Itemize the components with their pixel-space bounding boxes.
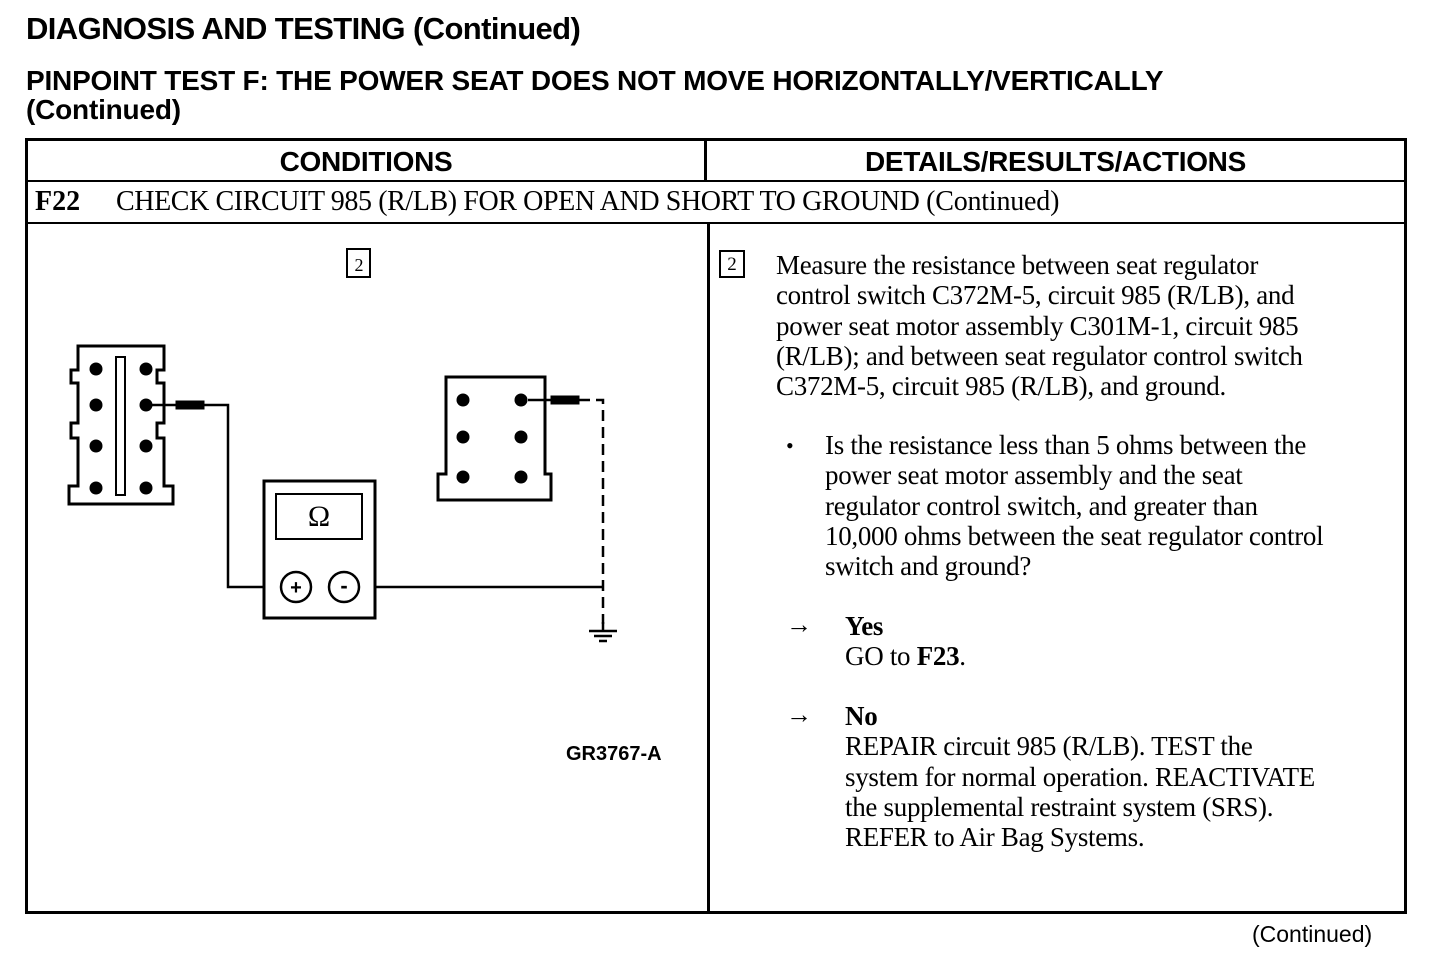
measure-instruction	[776, 250, 1303, 401]
figure-code: GR3767-A	[566, 743, 662, 765]
ground-jumper-dashed	[579, 400, 603, 624]
test-title-line-1: PINPOINT TEST F: THE POWER SEAT DOES NOT MOVE HORIZONTALLY/VERTICALLY	[26, 65, 1164, 96]
yes-arrow-icon: →	[786, 610, 812, 639]
yes-action-suffix: .	[959, 641, 966, 672]
step-id: F22	[35, 186, 81, 217]
step-title-suffix: (Continued)	[926, 186, 1060, 217]
circuit-diagram	[28, 224, 707, 911]
question-line-5: switch and ground?	[825, 551, 1032, 582]
yes-result	[845, 611, 966, 672]
no-action-line-4: REFER to Air Bag Systems.	[845, 822, 1145, 853]
question-line-2: power seat motor assembly and the seat	[825, 460, 1243, 491]
motor-probe-tip	[551, 396, 579, 404]
page-heading: DIAGNOSIS AND TESTING (Continued)	[26, 11, 581, 46]
instruction-line-1: Measure the resistance between seat regulator	[776, 250, 1259, 280]
minus-terminal-label: -	[340, 573, 348, 598]
wiring-diagram-svg	[28, 224, 707, 911]
pinpoint-test-table	[25, 138, 1407, 914]
details-step-box: 2	[719, 250, 745, 278]
instruction-line-2: control switch C372M-5, circuit 985 (R/LB), and	[776, 280, 1295, 311]
conditions-column-header: CONDITIONS	[28, 141, 707, 182]
motor-connector-pins	[457, 394, 528, 484]
instruction-line-3: power seat motor assembly C301M-1, circuit 985	[776, 310, 1299, 341]
question-bullet: •	[786, 433, 794, 458]
details-results-actions	[710, 224, 1404, 911]
step-header-row	[28, 182, 1404, 224]
yes-label: Yes	[845, 611, 884, 641]
resistance-question	[825, 430, 1323, 581]
no-action-line-3: the supplemental restraint system (SRS).	[845, 791, 1274, 822]
no-label: No	[845, 701, 878, 731]
no-result	[845, 701, 1315, 852]
switch-connector-pins	[90, 363, 153, 495]
plus-terminal-label: +	[290, 577, 302, 599]
test-title	[26, 66, 1163, 124]
switch-probe-tip	[176, 401, 204, 409]
yes-action	[845, 641, 966, 671]
details-column-header: DETAILS/RESULTS/ACTIONS	[707, 141, 1404, 182]
no-action-line-1: REPAIR circuit 985 (R/LB). TEST the	[845, 731, 1253, 762]
instruction-line-5: C372M-5, circuit 985 (R/LB), and ground.	[776, 371, 1226, 402]
question-line-3: regulator control switch, and greater than	[825, 490, 1258, 521]
yes-action-prefix: GO to	[845, 641, 917, 672]
yes-action-target: F23	[916, 641, 960, 672]
ground-symbol	[589, 622, 617, 641]
continued-footer: (Continued)	[1252, 921, 1373, 947]
question-line-1: Is the resistance less than 5 ohms between the	[825, 430, 1307, 460]
ohm-symbol: Ω	[307, 500, 331, 533]
instruction-line-4: (R/LB); and between seat regulator control switch	[776, 340, 1303, 371]
positive-lead-wire	[204, 405, 264, 587]
step-title	[116, 182, 1059, 222]
diagram-step-number: 2	[354, 255, 364, 275]
no-arrow-icon: →	[786, 700, 812, 729]
seat-switch-connector	[69, 346, 173, 504]
no-action-line-2: system for normal operation. REACTIVATE	[845, 761, 1315, 792]
question-line-4: 10,000 ohms between the seat regulator control	[825, 520, 1324, 551]
step-title-text: CHECK CIRCUIT 985 (R/LB) FOR OPEN AND SHORT TO GROUND	[116, 186, 920, 217]
test-title-line-2: (Continued)	[26, 94, 181, 125]
seat-motor-connector	[438, 377, 551, 500]
